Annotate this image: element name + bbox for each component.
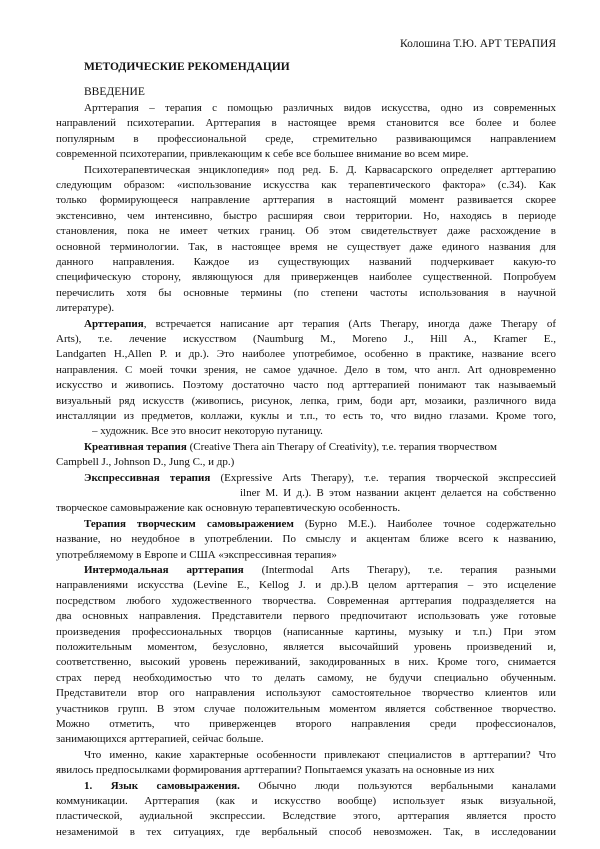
line-text: Campbell J., Johnson D., Jung C., и др.) bbox=[56, 456, 235, 469]
text-line bbox=[84, 780, 556, 793]
line-text: занимающихся арттерапией, сейчас больше. bbox=[56, 733, 264, 746]
term-bold: Терапия творческим самовыражением bbox=[84, 517, 294, 530]
text-line bbox=[56, 733, 556, 746]
line-text: (Intermodal Arts Therapy), т.е. терапия разными bbox=[243, 564, 556, 576]
line-text: , встречается написание арт терапия (Arts Therapy, иногда даже Therapy of bbox=[143, 317, 556, 330]
text-line bbox=[84, 472, 556, 485]
text-line bbox=[56, 333, 556, 346]
line-text: следующим образом: «использование искусства как терапевтического фактора» (с.34). Как bbox=[56, 179, 556, 191]
text-line bbox=[56, 194, 556, 207]
text-line bbox=[56, 210, 556, 223]
text-line bbox=[56, 379, 556, 392]
text-line bbox=[56, 795, 556, 808]
line-text: Landgarten H.,Allen P. и др.). Это наиболее употребимое, особенно в практике, название всего bbox=[56, 348, 556, 361]
line-text: два основных направления. Представители первого предпочитают использовать уже готовые bbox=[56, 610, 556, 623]
text-line bbox=[56, 410, 556, 423]
text-line bbox=[56, 179, 556, 192]
text-line bbox=[84, 564, 556, 577]
text-line bbox=[56, 302, 556, 315]
text-line bbox=[56, 579, 556, 592]
line-text: Можно отметить, что приверженцев второго направления среди профессионалов, bbox=[56, 718, 556, 730]
text-line bbox=[84, 749, 556, 762]
term-bold: Креативная терапия bbox=[84, 440, 187, 453]
line-text: направления. С моей точки зрения, не самое удачное. Дело в том, что англ. Art одновременно bbox=[56, 363, 556, 376]
line-text: незаменимой в тех ситуациях, где вербальный способ невозможен. Так, в исследовании bbox=[56, 825, 556, 838]
line-text: популярным в профессиональной среде, стремительно развивающимся направлением bbox=[56, 132, 556, 145]
line-text: литературе). bbox=[56, 302, 115, 315]
line-text: ilner M. И д.). В этом названии акцент делается на собственно bbox=[240, 487, 556, 499]
line-text: участников групп. В этом случае положительным моментом является собственное творчество. bbox=[56, 702, 556, 715]
text-line bbox=[84, 441, 556, 454]
text-line bbox=[56, 241, 556, 254]
line-text: явилось предпосылками формирования арттерапии? Попытаемся указать на основные из них bbox=[56, 764, 495, 777]
line-text: специфическую сторону, являющуюся для приверженцев наиболее существенной. Попробуем bbox=[56, 271, 556, 284]
term-bold: Интермодальная арттерапия bbox=[84, 564, 244, 576]
text-line bbox=[56, 826, 556, 839]
line-text: данного направления. Каждое из существующих названий подчеркивает какую-то bbox=[56, 256, 556, 268]
text-line bbox=[56, 595, 556, 608]
text-line bbox=[56, 641, 556, 654]
line-text: Арттерапия – терапия с помощью различных видов искусства, одно из современных bbox=[84, 102, 556, 114]
text-line bbox=[84, 164, 556, 177]
term-bold: Арттерапия bbox=[84, 317, 144, 330]
line-text: инсталляции из предметов, коллажи, куклы и т.п., то есть то, что видно глазами. Кроме того, bbox=[56, 410, 556, 422]
line-text: (Expressive Arts Therapy), т.е. терапия творческой экспрессией bbox=[210, 471, 556, 484]
line-text: творческое самовыражение как основную терапевтическую особенность. bbox=[56, 502, 401, 515]
text-line bbox=[56, 256, 556, 269]
line-text: становления, пока не имеет четких границ. Об этом свидетельствует даже расхождение в bbox=[56, 225, 556, 238]
line-text: положительным моментом, безусловно, является высочайший уровень произведений и, bbox=[56, 641, 556, 653]
text-line bbox=[84, 102, 556, 115]
line-text: Психотерапевтическая энциклопедия» под ред. Б. Д. Карвасарского определяет арттерапию bbox=[84, 163, 556, 176]
line-text: визуальный ряд искусств (живопись, рисунок, лепка, грим, боди арт, мозаики, различного вида bbox=[56, 394, 556, 407]
text-line bbox=[56, 117, 556, 130]
line-text: Представители втор ого направления используют самостоятельное творчество клиентов или bbox=[56, 687, 556, 700]
line-text: посредством любого художественного творчества. Современная арттерапия подразделяется на bbox=[56, 594, 556, 607]
line-text: произведения профессиональных творцов (написанные картины, музыку и т.п.) При этом bbox=[56, 625, 556, 638]
line-text: основной терминологии. Так, в настоящее время не существует даже единого названия для bbox=[56, 240, 556, 253]
line-text: экстенсивно, чем интенсивно, быстро расширяя свои территории. Но, находясь в периоде bbox=[56, 209, 556, 222]
text-line bbox=[56, 672, 556, 685]
line-text: (Бурно М.Е.). Наиболее точное содержательно bbox=[293, 517, 556, 530]
text-line bbox=[56, 718, 556, 731]
text-line bbox=[56, 549, 556, 562]
line-text: коммуникации. Арттерапия (как и искусство вообще) использует язык визуальной, bbox=[56, 795, 556, 807]
text-line bbox=[56, 626, 556, 639]
text-line bbox=[84, 518, 556, 531]
text-line bbox=[56, 348, 556, 361]
line-text: только формирующееся направление арттерапия в настоящий момент развивается скорее bbox=[56, 194, 556, 207]
text-line bbox=[56, 225, 556, 238]
text-line bbox=[56, 271, 556, 284]
text-line bbox=[56, 610, 556, 623]
text-line bbox=[240, 487, 556, 500]
text-line bbox=[84, 318, 556, 331]
line-text: Что именно, какие характерные особенности привлекают специалистов в арттерапии? Что bbox=[84, 748, 556, 761]
text-line bbox=[56, 148, 556, 161]
line-text: название, но неудобное в употреблении. По смыслу и акцентам ближе всего к названию, bbox=[56, 533, 556, 546]
line-text: – художник. Все это вносит некоторую путаницу. bbox=[92, 425, 323, 438]
line-text: Обычно люди пользуются вербальными каналами bbox=[239, 779, 556, 792]
document-title: МЕТОДИЧЕСКИЕ РЕКОМЕНДАЦИИ bbox=[84, 61, 290, 73]
line-text: Arts), т.е. лечение искусством (Naumburg M., Moreno J., Hill A., Kramer E., bbox=[56, 333, 556, 345]
text-line bbox=[56, 810, 556, 823]
line-text: перечислить хотя бы основные термины (по степени частоты использования в научной bbox=[56, 286, 556, 299]
text-line bbox=[56, 502, 556, 515]
text-line bbox=[56, 703, 556, 716]
term-bold: Экспрессивная терапия bbox=[84, 471, 211, 484]
line-text: употребляемому в Европе и США «экспрессивная терапия» bbox=[56, 548, 337, 561]
line-text: пластической, аудиальной экспрессии. Вследствие этого, арттерапия является просто bbox=[56, 810, 556, 823]
line-text: страх перед необходимостью что то делать самому, не будучи специально обученным. bbox=[56, 671, 556, 684]
line-text: искусство и живопись. Поэтому достаточно часто под арттерапией понимают так называемый bbox=[56, 379, 556, 392]
text-line bbox=[56, 456, 556, 469]
term-bold: 1. Язык самовыражения. bbox=[84, 779, 240, 792]
text-line bbox=[56, 764, 556, 777]
line-text: (Creative Thera ain Therapy of Creativity), т.е. терапия творчеством bbox=[186, 440, 497, 453]
line-text: направлениями искусства (Levine E., Kellog J. и др.).В целом арттерапия – это исцеление bbox=[56, 579, 556, 592]
section-heading: ВВЕДЕНИЕ bbox=[84, 86, 145, 98]
text-line bbox=[56, 656, 556, 669]
text-line bbox=[92, 425, 556, 438]
line-text: направлений психотерапии. Арттерапия в настоящее время становится все более и более bbox=[56, 117, 556, 130]
text-line bbox=[56, 364, 556, 377]
text-line bbox=[56, 287, 556, 300]
line-text: современной психотерапии, привлекающим к себе все большее внимание во всем мире. bbox=[56, 148, 469, 161]
line-text: соответственно, высокий уровень переживаний, закодированных в них. Кроме того, снимается bbox=[56, 656, 556, 669]
text-line bbox=[56, 395, 556, 408]
page-header: Колошина Т.Ю. АРТ ТЕРАПИЯ bbox=[400, 38, 556, 50]
text-line bbox=[56, 687, 556, 700]
text-line bbox=[56, 533, 556, 546]
text-line bbox=[56, 133, 556, 146]
